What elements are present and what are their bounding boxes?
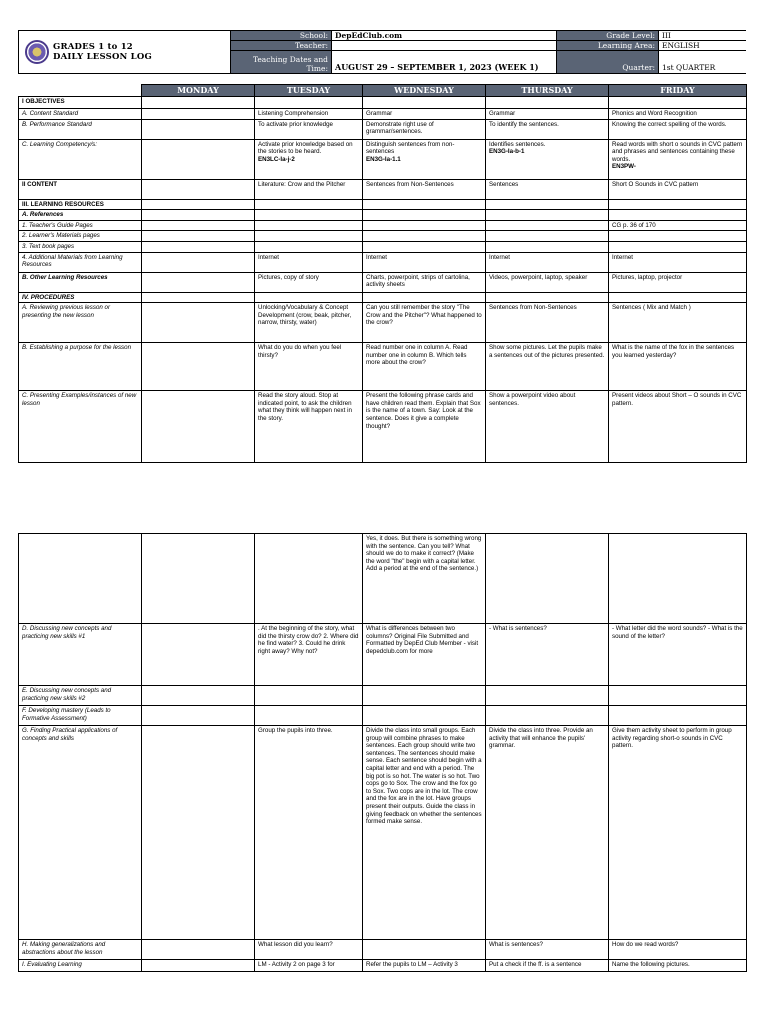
table-row	[19, 241, 747, 252]
cell-friday	[609, 391, 747, 463]
cell-text: Identifies sentences.	[489, 140, 546, 148]
cell-monday	[142, 109, 255, 120]
row-label: 1. Teacher's Guide Pages	[19, 220, 142, 231]
cell-tuesday	[255, 272, 363, 292]
cell-text: Refer the pupils to LM – Activity 3	[366, 961, 458, 968]
header-blank-cell	[19, 85, 142, 97]
cell-thursday	[486, 343, 609, 391]
cell-wednesday	[363, 726, 486, 940]
cell-text: Phonics and Word Recognition	[612, 110, 697, 117]
cell-text: Put a check if the ff. is a sentence	[489, 961, 582, 968]
row-label: C. Learning Competency/s:	[19, 139, 142, 179]
cell-text: Grammar	[489, 110, 516, 117]
table-row	[19, 292, 747, 303]
cell-text: Charts, powerpoint, strips of cartolina, activity sheets	[366, 273, 470, 289]
cell-text: Internet	[612, 253, 633, 261]
grade-level-value: III	[658, 31, 746, 41]
cell-text: Demonstrate right use of grammar/sentences.	[366, 120, 434, 136]
cell-text: Sentences	[489, 180, 519, 188]
cell-thursday	[486, 391, 609, 463]
cell-text: What is sentences?	[489, 941, 543, 948]
cell-tuesday	[255, 624, 363, 686]
cell-thursday	[486, 303, 609, 343]
header-title	[53, 42, 152, 62]
row-label: C. Presenting Examples/instances of new lesson	[19, 391, 142, 463]
cell-thursday	[486, 109, 609, 120]
cell-text: . At the beginning of the story, what did the thirsty crow do? 2. Where did he find water? 3. Could he drink right away? Why not?	[258, 625, 359, 655]
cell-tuesday	[255, 686, 363, 706]
cell-wednesday	[363, 199, 486, 210]
row-label: 3. Text book pages	[19, 241, 142, 252]
cell-text: Name the following pictures.	[612, 961, 690, 968]
cell-thursday	[486, 119, 609, 139]
cell-thursday	[486, 534, 609, 624]
cell-tuesday	[255, 97, 363, 109]
row-label: H. Making generalizations and abstractions about the lesson	[19, 940, 142, 960]
cell-thursday	[486, 272, 609, 292]
cell-thursday	[486, 210, 609, 221]
title-line2: DAILY LESSON LOG	[53, 52, 152, 62]
cell-friday	[609, 272, 747, 292]
cell-friday	[609, 940, 747, 960]
cell-thursday	[486, 179, 609, 199]
row-label: B. Establishing a purpose for the lesson	[19, 343, 142, 391]
cell-text: Activate prior knowledge based on the stories to be heard.	[258, 140, 353, 156]
cell-tuesday	[255, 534, 363, 624]
row-label: 2. Learner's Materials pages	[19, 231, 142, 242]
cell-thursday	[486, 706, 609, 726]
table-row	[19, 97, 747, 109]
cell-thursday	[486, 220, 609, 231]
table-row	[19, 534, 747, 624]
cell-text: Short O Sounds in CVC pattern	[612, 180, 699, 188]
quarter-label	[556, 51, 658, 73]
cell-wednesday	[363, 960, 486, 972]
cell-text: Internet	[258, 253, 279, 261]
cell-text: Distinguish sentences from non-sentences	[366, 140, 455, 156]
cell-thursday	[486, 726, 609, 940]
cell-monday	[142, 210, 255, 221]
cell-thursday	[486, 292, 609, 303]
cell-thursday	[486, 686, 609, 706]
cell-monday	[142, 343, 255, 391]
cell-monday	[142, 139, 255, 179]
cell-wednesday	[363, 220, 486, 231]
cell-friday	[609, 252, 747, 272]
cell-monday	[142, 220, 255, 231]
cell-text: - What letter did the word sounds? - What is the sound of the letter?	[612, 625, 743, 640]
cell-tuesday	[255, 199, 363, 210]
cell-wednesday	[363, 686, 486, 706]
cell-text: Listening Comprehension	[258, 110, 329, 117]
cell-friday	[609, 231, 747, 242]
table-row	[19, 706, 747, 726]
row-label: A. Reviewing previous lesson or presenting the new lesson	[19, 303, 142, 343]
table-row	[19, 686, 747, 706]
table-row	[19, 231, 747, 242]
row-label: B. Other Learning Resources	[19, 272, 142, 292]
cell-tuesday	[255, 960, 363, 972]
cell-text: Pictures, copy of story	[258, 273, 319, 281]
school-value: DepEdClub.com	[331, 31, 556, 41]
cell-friday	[609, 220, 747, 231]
cell-text: Internet	[366, 253, 387, 261]
cell-tuesday	[255, 343, 363, 391]
cell-text: Yes, it does. But there is something wrong with the sentence. Can you tell? What should we do to make it correct? (Make the word "the" begin with a capital letter. Add a period at the end of the sentence.)	[366, 535, 482, 573]
row-label: II CONTENT	[19, 179, 142, 199]
cell-friday	[609, 706, 747, 726]
cell-monday	[142, 252, 255, 272]
lesson-log-table-page1	[18, 84, 747, 463]
cell-text: How do we read words?	[612, 941, 679, 948]
learning-area-value: ENGLISH	[658, 41, 746, 51]
cell-wednesday	[363, 119, 486, 139]
table-row	[19, 624, 747, 686]
cell-friday	[609, 686, 747, 706]
cell-friday	[609, 210, 747, 221]
cell-monday	[142, 534, 255, 624]
cell-monday	[142, 960, 255, 972]
row-label: 4. Additional Materials from Learning Resources	[19, 252, 142, 272]
quarter-label-text: Quarter:	[622, 63, 655, 72]
row-label: I. Evaluating Learning	[19, 960, 142, 972]
cell-monday	[142, 706, 255, 726]
cell-thursday	[486, 252, 609, 272]
cell-monday	[142, 303, 255, 343]
table-row	[19, 343, 747, 391]
day-header-wednesday: WEDNESDAY	[363, 85, 486, 97]
row-label: D. Discussing new concepts and practicing new skills #1	[19, 624, 142, 686]
table-row	[19, 252, 747, 272]
cell-friday	[609, 179, 747, 199]
table-row	[19, 139, 747, 179]
cell-monday	[142, 119, 255, 139]
cell-friday	[609, 343, 747, 391]
cell-wednesday	[363, 303, 486, 343]
row-label: B. Performance Standard	[19, 119, 142, 139]
cell-thursday	[486, 231, 609, 242]
cell-text: CG p. 36 of 170	[612, 221, 656, 229]
cell-text: Give them activity sheet to perform in group activity regarding short-o sounds in CVC pattern.	[612, 727, 732, 750]
cell-friday	[609, 109, 747, 120]
quarter-value: 1st QUARTER	[658, 51, 746, 73]
cell-tuesday	[255, 706, 363, 726]
cell-text: Grammar	[366, 110, 393, 117]
cell-tuesday	[255, 179, 363, 199]
cell-tuesday	[255, 109, 363, 120]
table-row	[19, 119, 747, 139]
cell-wednesday	[363, 534, 486, 624]
cell-text: Can you still remember the story "The Crow and the Pitcher"? What happened to the crow?	[366, 304, 482, 327]
cell-friday	[609, 97, 747, 109]
cell-monday	[142, 686, 255, 706]
cell-text: Knowing the correct spelling of the words.	[612, 120, 727, 128]
lesson-log-table-page2	[18, 533, 747, 972]
cell-text: - What is sentences?	[489, 625, 547, 632]
table-row	[19, 272, 747, 292]
day-header-friday: FRIDAY	[609, 85, 747, 97]
cell-text: Divide the class into three. Provide an activity that will enhance the pupils' grammar.	[489, 727, 593, 750]
cell-wednesday	[363, 231, 486, 242]
cell-tuesday	[255, 726, 363, 940]
cell-wednesday	[363, 272, 486, 292]
teaching-dates-label: Teaching Dates and Time:	[230, 51, 331, 73]
row-label: E. Discussing new concepts and practicing new skills #2	[19, 686, 142, 706]
table-row	[19, 109, 747, 120]
day-header-monday: MONDAY	[142, 85, 255, 97]
cell-thursday	[486, 241, 609, 252]
cell-text: Show some pictures. Let the pupils make a sentences out of the pictures presented.	[489, 344, 605, 359]
cell-wednesday	[363, 109, 486, 120]
competency-code: EN3G-Ia-b-1	[489, 148, 525, 156]
cell-friday	[609, 139, 747, 179]
lesson-log-header	[18, 30, 746, 74]
cell-monday	[142, 231, 255, 242]
cell-monday	[142, 940, 255, 960]
cell-tuesday	[255, 241, 363, 252]
cell-monday	[142, 199, 255, 210]
school-label: School:	[230, 31, 331, 41]
cell-text: Videos, powerpoint, laptop, speaker	[489, 273, 588, 281]
header-info-grid	[230, 31, 746, 73]
cell-text: LM - Activity 2 on page 3 for	[258, 961, 335, 968]
cell-text: Divide the class into small groups. Each group will combine phrases to make sentences. Each group should write two sentences. The sentences should make sense. Each sentence should begin with a capital letter and end with a period. The big pot is so hot. The water is so hot. Two cops go to Sox. The crow and the fox go to Sox. Two cops are in the lot. The crow and the fox are in the lot. Have groups present their outputs. Guide the class in giving feedback on whether the sentences formed make sense.	[366, 727, 482, 826]
cell-wednesday	[363, 241, 486, 252]
learning-area-label: Learning Area:	[556, 41, 658, 51]
competency-code: EN3G-Ia-1.1	[366, 155, 401, 163]
cell-wednesday	[363, 139, 486, 179]
cell-text: What lesson did you learn?	[258, 941, 333, 948]
cell-thursday	[486, 199, 609, 210]
cell-text: What is the name of the fox in the sentences you learned yesterday?	[612, 344, 735, 359]
table-row	[19, 199, 747, 210]
cell-text: To activate prior knowledge	[258, 120, 333, 128]
cell-wednesday	[363, 252, 486, 272]
cell-tuesday	[255, 210, 363, 221]
table-row	[19, 940, 747, 960]
cell-monday	[142, 391, 255, 463]
cell-text: Read number one in column A. Read number one in column B. Which tells more about the crow?	[366, 344, 468, 367]
cell-text: Sentences from Non-Sentences	[489, 304, 577, 312]
table-row	[19, 210, 747, 221]
cell-text: What do you do when you feel thirsty?	[258, 344, 342, 359]
cell-monday	[142, 624, 255, 686]
cell-text: Sentences ( Mix and Match )	[612, 304, 691, 312]
cell-monday	[142, 726, 255, 940]
cell-text: Unlocking/Vocabulary & Concept Development (crow, beak, pitcher, narrow, thirsty, water)	[258, 304, 352, 327]
cell-thursday	[486, 139, 609, 179]
row-label: G. Finding Practical applications of concepts and skills	[19, 726, 142, 940]
header-title-block	[19, 31, 230, 73]
cell-monday	[142, 272, 255, 292]
cell-thursday	[486, 940, 609, 960]
table-row	[19, 960, 747, 972]
cell-text: Read the story aloud. Stop at indicated point, to ask the children what they think will happen next in the story.	[258, 392, 352, 422]
row-label: IV. PROCEDURES	[19, 292, 142, 303]
teaching-dates-value: AUGUST 29 – SEPTEMBER 1, 2023 (WEEK 1)	[331, 51, 556, 73]
cell-tuesday	[255, 303, 363, 343]
cell-monday	[142, 97, 255, 109]
title-line1: GRADES 1 to 12	[53, 42, 133, 52]
cell-text: Present videos about Short – O sounds in CVC pattern.	[612, 392, 742, 407]
cell-tuesday	[255, 940, 363, 960]
cell-monday	[142, 179, 255, 199]
cell-tuesday	[255, 119, 363, 139]
cell-friday	[609, 624, 747, 686]
cell-friday	[609, 241, 747, 252]
cell-text: Group the pupils into three.	[258, 727, 333, 734]
table-row	[19, 220, 747, 231]
deped-seal-icon	[25, 40, 49, 64]
cell-wednesday	[363, 210, 486, 221]
table-row	[19, 726, 747, 940]
cell-tuesday	[255, 139, 363, 179]
teacher-label: Teacher:	[230, 41, 331, 51]
cell-tuesday	[255, 391, 363, 463]
cell-wednesday	[363, 97, 486, 109]
cell-text: Show a powerpoint video about sentences.	[489, 392, 576, 407]
cell-tuesday	[255, 231, 363, 242]
cell-wednesday	[363, 179, 486, 199]
day-header-thursday: THURSDAY	[486, 85, 609, 97]
cell-wednesday	[363, 343, 486, 391]
row-label: A. Content Standard	[19, 109, 142, 120]
day-header-tuesday: TUESDAY	[255, 85, 363, 97]
cell-text: Pictures, laptop, projector	[612, 273, 683, 281]
cell-text: Internet	[489, 253, 510, 261]
cell-wednesday	[363, 624, 486, 686]
table-row	[19, 391, 747, 463]
cell-thursday	[486, 624, 609, 686]
cell-wednesday	[363, 940, 486, 960]
table-row	[19, 303, 747, 343]
cell-text: Read words with short o sounds in CVC pattern and phrases and sentences containing these words.	[612, 140, 743, 163]
cell-friday	[609, 534, 747, 624]
table-row	[19, 179, 747, 199]
cell-tuesday	[255, 292, 363, 303]
grade-level-label: Grade Level:	[556, 31, 658, 41]
cell-text: To identify the sentences.	[489, 120, 559, 128]
cell-monday	[142, 292, 255, 303]
competency-code: EN3PW-	[612, 163, 636, 171]
cell-monday	[142, 241, 255, 252]
cell-friday	[609, 303, 747, 343]
row-label: III. LEARNING RESOURCES	[19, 199, 142, 210]
row-label	[19, 534, 142, 624]
competency-code: EN3LC-Ia-j-2	[258, 155, 295, 163]
cell-wednesday	[363, 292, 486, 303]
cell-wednesday	[363, 706, 486, 726]
cell-text: What is differences between two columns? Original File Submitted and Formatted by DepEd Club Member - visit depedclub.com for more	[366, 625, 479, 655]
row-label: A. References	[19, 210, 142, 221]
cell-text: Present the following phrase cards and have children read them. Explain that Sox is the name of a town. Say: Look at the sentence. Does it give a complete thought?	[366, 392, 481, 430]
teacher-value	[331, 41, 556, 51]
cell-wednesday	[363, 391, 486, 463]
cell-thursday	[486, 97, 609, 109]
cell-text: Sentences from Non-Sentences	[366, 180, 454, 188]
cell-friday	[609, 726, 747, 940]
cell-friday	[609, 292, 747, 303]
cell-thursday	[486, 960, 609, 972]
cell-tuesday	[255, 252, 363, 272]
cell-text: Literature: Crow and the Pitcher	[258, 180, 346, 188]
cell-friday	[609, 199, 747, 210]
row-label: I OBJECTIVES	[19, 97, 142, 109]
row-label: F. Developing mastery (Leads to Formative Assessment)	[19, 706, 142, 726]
cell-tuesday	[255, 220, 363, 231]
cell-friday	[609, 960, 747, 972]
cell-friday	[609, 119, 747, 139]
